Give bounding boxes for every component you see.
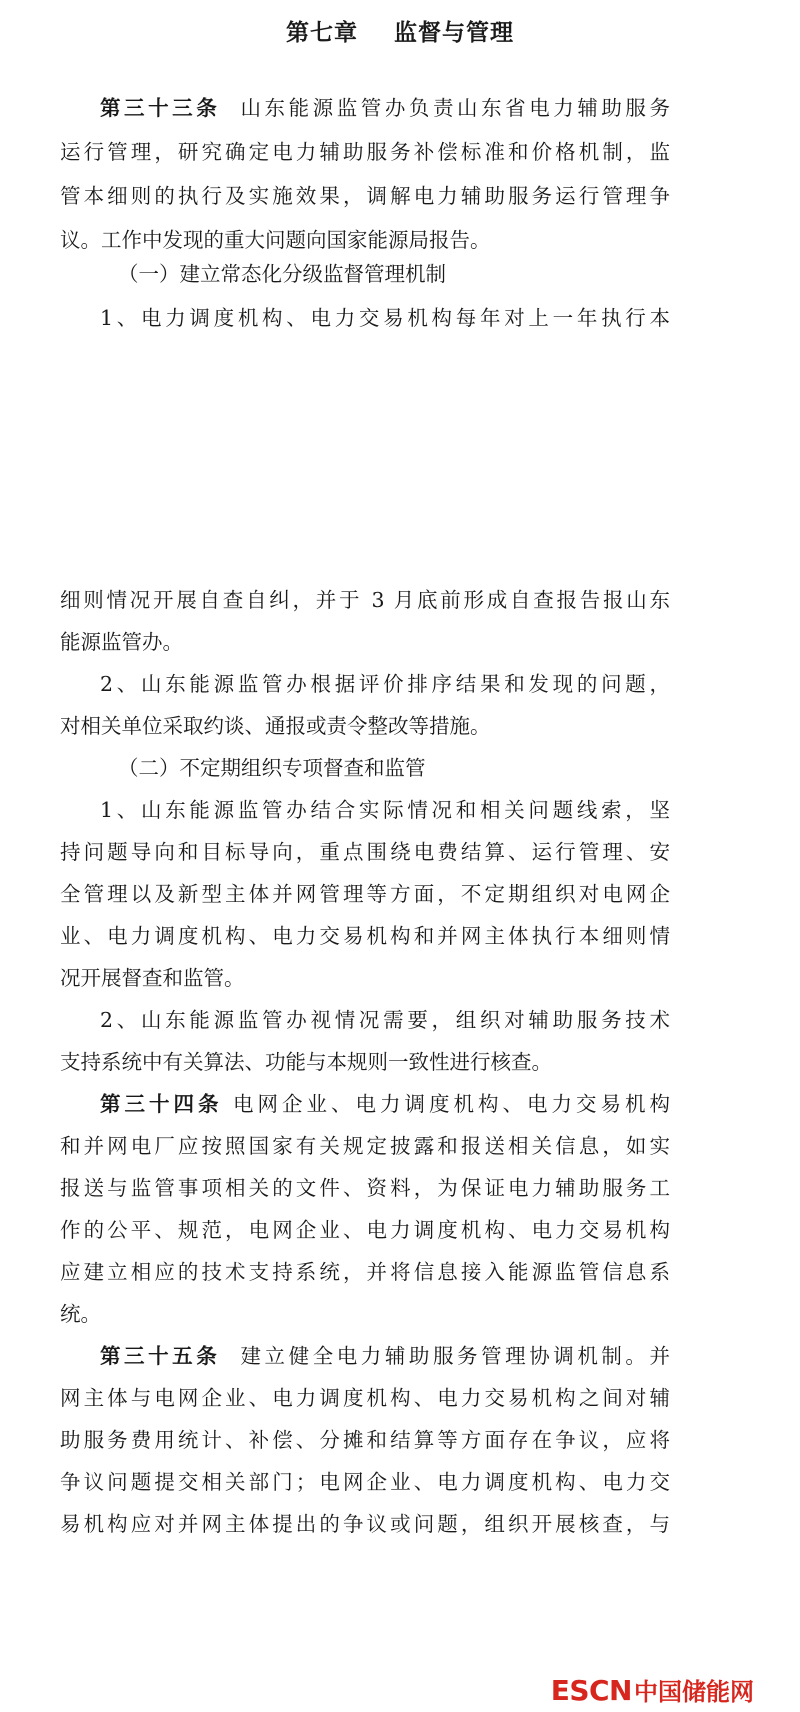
article-34-label: 第三十四条 bbox=[100, 1092, 223, 1116]
article-35-line-3: 助服务费用统计、补偿、分摊和结算等方面存在争议，应将 bbox=[60, 1428, 670, 1452]
section-2-item-2-line-1: 2、山东能源监管办视情况需要，组织对辅助服务技术 bbox=[100, 1008, 670, 1032]
article-33-line-3: 管本细则的执行及实施效果，调解电力辅助服务运行管理争 bbox=[60, 184, 670, 208]
watermark-cn: 中国储能网 bbox=[634, 1678, 754, 1706]
article-33-line-1: 第三十三条 山东能源监管办负责山东省电力辅助服务 bbox=[100, 96, 670, 120]
article-35-line-4: 争议问题提交相关部门；电网企业、电力调度机构、电力交 bbox=[60, 1470, 670, 1494]
article-35-line-2: 网主体与电网企业、电力调度机构、电力交易机构之间对辅 bbox=[60, 1386, 670, 1410]
article-35-line-5: 易机构应对并网主体提出的争议或问题，组织开展核查，与 bbox=[60, 1512, 670, 1536]
article-33-line-2: 运行管理，研究确定电力辅助服务补偿标准和价格机制，监 bbox=[60, 140, 670, 164]
section-2-item-1-line-2: 持问题导向和目标导向，重点围绕电费结算、运行管理、安 bbox=[60, 840, 670, 864]
chapter-title: 第七章 监督与管理 bbox=[285, 20, 515, 46]
watermark-en: ESCN bbox=[550, 1674, 632, 1707]
section-1-heading: （一）建立常态化分级监督管理机制 bbox=[118, 262, 446, 286]
article-34-line-6: 统。 bbox=[60, 1302, 101, 1326]
section-2-item-1-line-1: 1、山东能源监管办结合实际情况和相关问题线索，坚 bbox=[100, 798, 670, 822]
article-35-line-1: 第三十五条 建立健全电力辅助服务管理协调机制。并 bbox=[100, 1344, 670, 1368]
section-2-item-2-line-2: 支持系统中有关算法、功能与本规则一致性进行核查。 bbox=[60, 1050, 552, 1074]
section-2-heading: （二）不定期组织专项督查和监管 bbox=[118, 756, 426, 780]
article-35-label: 第三十五条 bbox=[100, 1344, 221, 1368]
section-1-item-2-line-1: 2、山东能源监管办根据评价排序结果和发现的问题， bbox=[100, 672, 670, 696]
article-34-line-5: 应建立相应的技术支持系统，并将信息接入能源监管信息系 bbox=[60, 1260, 670, 1284]
section-1-item-1-line-3: 能源监管办。 bbox=[60, 630, 183, 654]
article-33-line-4: 议。工作中发现的重大问题向国家能源局报告。 bbox=[60, 228, 491, 252]
article-34-line-4: 作的公平、规范，电网企业、电力调度机构、电力交易机构 bbox=[60, 1218, 670, 1242]
section-2-item-1-line-4: 业、电力调度机构、电力交易机构和并网主体执行本细则情 bbox=[60, 924, 670, 948]
section-1-item-1-line-1: 1、电力调度机构、电力交易机构每年对上一年执行本 bbox=[100, 306, 670, 330]
section-1-item-2-line-2: 对相关单位采取约谈、通报或责令整改等措施。 bbox=[60, 714, 491, 738]
section-2-item-1-line-3: 全管理以及新型主体并网管理等方面，不定期组织对电网企 bbox=[60, 882, 670, 906]
article-34-line-1: 第三十四条 电网企业、电力调度机构、电力交易机构 bbox=[100, 1092, 670, 1116]
article-34-line-2: 和并网电厂应按照国家有关规定披露和报送相关信息，如实 bbox=[60, 1134, 670, 1158]
escn-watermark-logo bbox=[551, 1672, 754, 1707]
article-34-line-3: 报送与监管事项相关的文件、资料，为保证电力辅助服务工 bbox=[60, 1176, 670, 1200]
section-1-item-1-line-2: 细则情况开展自查自纠，并于 3 月底前形成自查报告报山东 bbox=[60, 588, 670, 612]
section-2-item-1-line-5: 况开展督查和监管。 bbox=[60, 966, 245, 990]
article-33-label: 第三十三条 bbox=[100, 96, 221, 120]
